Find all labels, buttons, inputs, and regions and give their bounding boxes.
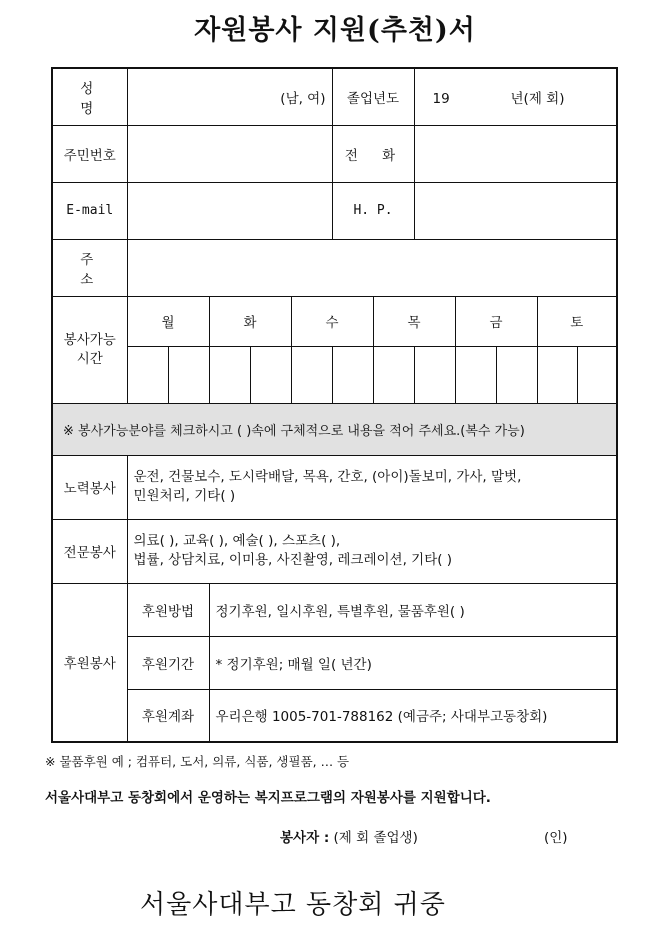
name-field[interactable] (127, 68, 332, 125)
signer-class-field[interactable]: (제 회 졸업생) (333, 830, 418, 846)
slot-wed-am[interactable] (291, 346, 332, 403)
labor-line-1: 운전, 건물보수, 도시락배달, 목욕, 간호, (아이)돌보미, 가사, 말벗, (133, 469, 522, 485)
slot-fri-am[interactable] (455, 346, 496, 403)
application-statement: 서울사대부고 동창회에서 운영하는 복지프로그램의 자원봉사를 지원합니다. (45, 790, 491, 806)
slot-sat-am[interactable] (537, 346, 577, 403)
availability-label (52, 296, 127, 403)
labor-service-label: 노력봉사 (52, 455, 127, 519)
slot-tue-am[interactable] (209, 346, 250, 403)
labor-line-2: 민원처리, 기타( ) (133, 488, 236, 504)
phone-label: 전 화 (332, 125, 414, 182)
donation-example-note: ※ 물품후원 예 ; 컴퓨터, 도서, 의류, 식품, 생필품, … 등 (45, 754, 350, 769)
addressee: 서울사대부고 동창회 귀중 (140, 890, 446, 920)
hp-field[interactable] (414, 182, 617, 239)
expert-line-2: 법률, 상담치료, 이미용, 사진촬영, 레크레이션, 기타( ) (133, 552, 453, 568)
id-number-label: 주민번호 (52, 125, 127, 182)
support-account-value: 우리은행 1005-701-788162 (예금주; 사대부고동창회) (209, 689, 617, 742)
support-method-options[interactable]: 정기후원, 일시후원, 특별후원, 물품후원( ) (209, 583, 617, 636)
address-field[interactable] (127, 239, 617, 296)
expert-line-1: 의료( ), 교육( ), 예술( ), 스포츠( ), (133, 533, 341, 549)
hp-label: H. P. (332, 182, 414, 239)
support-method-label: 후원방법 (127, 583, 209, 636)
expert-service-label: 전문봉사 (52, 519, 127, 583)
name-label: 성 명 (52, 68, 127, 125)
slot-tue-pm[interactable] (250, 346, 291, 403)
grad-year-value: 19 (432, 90, 450, 107)
day-tue: 화 (209, 296, 291, 346)
labor-service-options[interactable] (127, 455, 617, 519)
day-thu: 목 (373, 296, 455, 346)
address-label: 주 소 (52, 239, 127, 296)
signer-label: 봉사자 : (280, 830, 330, 846)
day-sat: 토 (537, 296, 617, 346)
email-label: E-mail (52, 182, 127, 239)
support-period-label: 후원기간 (127, 636, 209, 689)
availability-label-line1: 봉사가능 (63, 331, 116, 348)
grad-year-suffix: 년(제 회) (510, 90, 565, 107)
expert-service-options[interactable] (127, 519, 617, 583)
slot-mon-pm[interactable] (168, 346, 209, 403)
application-form (51, 67, 618, 743)
day-fri: 금 (455, 296, 537, 346)
email-field[interactable] (127, 182, 332, 239)
document-title: 자원봉사 지원(추천)서 (194, 15, 476, 46)
id-number-field[interactable] (127, 125, 332, 182)
signer-line (280, 826, 418, 846)
slot-mon-am[interactable] (127, 346, 168, 403)
gender-hint: (남, 여) (280, 90, 326, 107)
slot-sat-pm[interactable] (577, 346, 617, 403)
support-account-label: 후원계좌 (127, 689, 209, 742)
day-wed: 수 (291, 296, 373, 346)
slot-wed-pm[interactable] (332, 346, 373, 403)
slot-thu-am[interactable] (373, 346, 414, 403)
support-service-label: 후원봉사 (52, 583, 127, 742)
slot-thu-pm[interactable] (414, 346, 455, 403)
grad-year-label: 졸업년도 (332, 68, 414, 125)
phone-field[interactable] (414, 125, 617, 182)
slot-fri-pm[interactable] (496, 346, 537, 403)
field-notice: ※ 봉사가능분야를 체크하시고 ( )속에 구체적으로 내용을 적어 주세요.(복수 가능) (52, 403, 617, 455)
availability-label-line2: 시간 (76, 350, 103, 367)
seal-mark[interactable]: (인) (544, 830, 568, 846)
support-period-field[interactable]: * 정기후원; 매월 일( 년간) (209, 636, 617, 689)
day-mon: 월 (127, 296, 209, 346)
grad-year-field[interactable] (414, 68, 617, 125)
